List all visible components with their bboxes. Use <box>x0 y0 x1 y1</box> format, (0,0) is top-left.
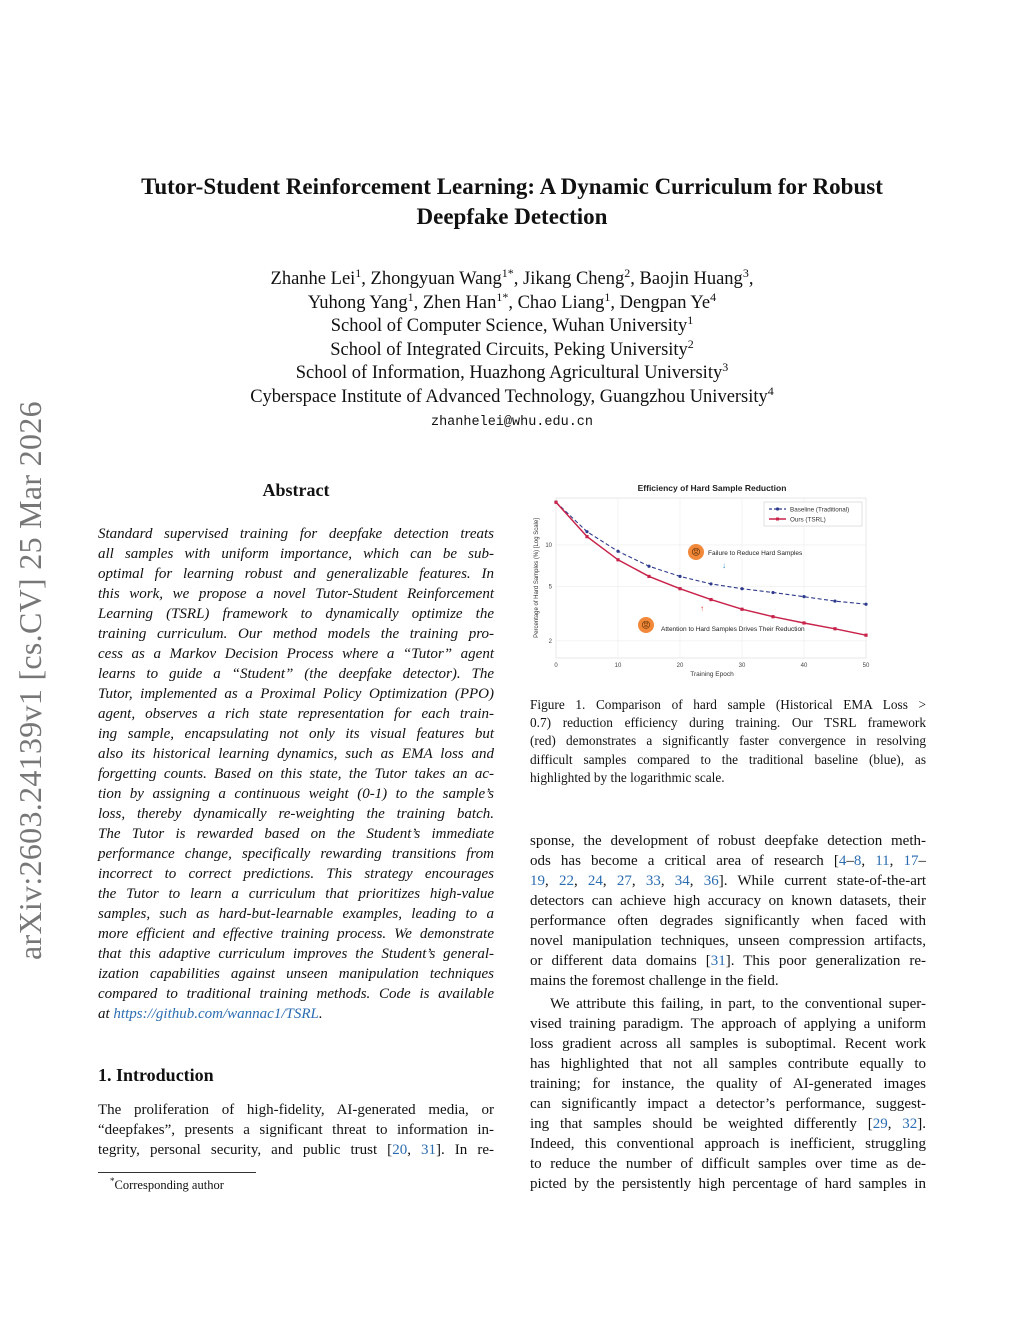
body-line: detectors can achieve high accuracy on known datasets, their <box>530 893 926 909</box>
body-line <box>530 851 926 871</box>
abstract-line: the Tutor to learn a curriculum that prioritizes high-value <box>98 886 494 902</box>
body-line: vised training paradigm. The approach of applying a uniform <box>530 1016 926 1032</box>
body-line <box>530 951 926 971</box>
title-line-2: Deepfake Detection <box>416 204 608 229</box>
affiliation <box>60 362 964 386</box>
data-point-baseline <box>709 582 712 585</box>
citation-link[interactable]: 29 <box>872 1116 888 1132</box>
data-point-ours <box>647 575 650 578</box>
footnote-marker: * <box>110 1176 115 1186</box>
abstract-line: samples, such as hard-but-learnable examples, leading to a <box>98 906 494 922</box>
abstract-line: more efficient and effective training process. We demonstrate <box>98 926 494 942</box>
intro-body <box>98 1100 494 1160</box>
caption-line: 0.7) reduction efficiency during training. Our TSRL framework <box>530 715 926 731</box>
body-line: We attribute this failing, in part, to the conventional super- <box>550 996 926 1012</box>
title-line-1: Tutor-Student Reinforcement Learning: A Dynamic Curriculum for Robust <box>141 174 883 199</box>
up-arrow-icon: ↑ <box>700 604 704 613</box>
caption-line: (red) demonstrates a significantly faster convergence in resolving <box>530 733 926 749</box>
data-point-ours <box>709 598 712 601</box>
author-sup: 3 <box>742 266 749 280</box>
data-point-baseline <box>864 603 867 606</box>
citation-link[interactable]: 31 <box>421 1142 436 1158</box>
arxiv-identifier: arXiv:2603.24139v1 [cs.CV] 25 Mar 2026 <box>12 401 48 960</box>
body-line: mains the foremost challenge in the field. <box>530 973 779 989</box>
author-name: Zhen Han <box>422 292 497 313</box>
citation-link[interactable]: 34 <box>674 873 690 889</box>
body-text: , <box>887 1116 903 1132</box>
footnote <box>110 1178 224 1193</box>
abstract-line: this work, we propose a novel Tutor-Student Reinforcement <box>98 586 494 602</box>
body-text: or different data domains [ <box>530 953 711 969</box>
body-line: performance often degrades significantly when faced with <box>530 913 926 929</box>
abstract-line: performance change, specifically rewarding transitions from <box>98 846 494 862</box>
body-text: ing that samples should be weighted differently [ <box>530 1116 873 1132</box>
figure-1-chart <box>528 476 872 682</box>
x-tick-label: 30 <box>738 663 746 669</box>
author-email[interactable]: zhanhelei@whu.edu.cn <box>430 415 594 430</box>
author-name: Baojin Huang <box>639 269 743 289</box>
y-tick-label: 5 <box>548 584 552 591</box>
author-line-1: Zhanhe Lei$^1$, Zhongyuan Wang$^{1*}$, Jikang Cheng$^2$, Baojin Huang$^3$, <box>270 266 754 289</box>
data-point-ours <box>740 608 743 611</box>
abstract-line: ing sample, encapsulating not only its visual features but <box>98 726 494 742</box>
author-sup: 1* <box>496 289 509 304</box>
abstract-line: all samples with uniform importance, which can be sub- <box>98 546 494 562</box>
author-block <box>60 268 964 410</box>
chart-title: Efficiency of Hard Sample Reduction <box>637 483 787 493</box>
angry-face-emoji: 😡 <box>691 547 701 557</box>
intro-text: tegrity, personal security, and public trust [ <box>98 1142 393 1158</box>
data-point-ours <box>616 558 619 561</box>
legend-label-baseline: Baseline (Traditional) <box>790 506 850 514</box>
down-arrow-icon: ↓ <box>722 561 726 570</box>
intro-right-column <box>530 831 926 1194</box>
abstract-heading: Abstract <box>262 480 330 500</box>
body-text: , <box>861 853 876 869</box>
body-text: ]. While current state-of-the-art <box>718 873 927 889</box>
affiliation-sup: 1 <box>687 313 694 328</box>
affiliation <box>60 383 964 410</box>
affiliation-sup: 3 <box>722 360 729 375</box>
affiliation-name: School of Computer Science, Wuhan University <box>330 316 688 337</box>
x-tick-label: 50 <box>862 663 870 669</box>
abstract-line: forgetting counts. Based on this state, the Tutor takes an ac- <box>98 766 494 782</box>
affiliation-name: School of Integrated Circuits, Peking University <box>330 339 688 360</box>
figure-caption <box>530 696 926 787</box>
author-name: Chao Liang <box>517 292 605 313</box>
footnote-text: Corresponding author <box>114 1178 224 1192</box>
data-point-baseline <box>647 565 650 568</box>
y-tick-label: 2 <box>548 638 552 645</box>
data-point-ours <box>771 615 774 618</box>
citation-link[interactable]: 33 <box>645 873 661 889</box>
body-text: , <box>602 873 617 889</box>
body-line: Indeed, this conventional approach is inefficient, struggling <box>530 1136 926 1152</box>
citation-link[interactable]: 4 <box>838 853 847 869</box>
abstract-line: Tutor, implemented as a Proximal Policy Optimization (PPO) <box>98 686 494 702</box>
body-line <box>530 871 926 891</box>
author-name: Zhanhe Lei <box>270 269 356 289</box>
x-tick-label: 40 <box>800 663 808 669</box>
caption-line: difficult samples compared to the traditional baseline (blue), as <box>530 751 926 767</box>
data-point-baseline <box>802 595 805 598</box>
author-sup: 2 <box>624 266 631 280</box>
data-point-baseline <box>678 575 681 578</box>
data-point-ours <box>585 535 588 538</box>
body-line: to reduce the number of difficult samples over time as de- <box>530 1156 926 1172</box>
abstract-line: incorrect to correct predictions. This strategy encourages <box>98 866 494 882</box>
x-axis-label: Training Epoch <box>690 671 734 678</box>
body-text: ods has become a critical area of research [ <box>530 853 839 869</box>
data-point-ours <box>678 587 681 590</box>
citation-link[interactable]: 32 <box>902 1116 918 1132</box>
affiliation <box>60 315 964 339</box>
affiliation-sup: 2 <box>687 336 694 351</box>
affiliation <box>60 336 964 363</box>
intro-line <box>98 1140 494 1160</box>
body-line: novel manipulation techniques, unseen compression artifacts, <box>530 933 926 949</box>
intro-text: ]. In re- <box>436 1142 495 1158</box>
body-text: – <box>846 853 854 869</box>
data-point-baseline <box>740 587 743 590</box>
author-line-2: Yuhong Yang$^1$, Zhen Han$^{1*}$, Chao Liang$^1$, Dengpan Ye$^4$ <box>307 289 717 313</box>
abstract-line: loss, thereby dynamically re-weighting the training batch. <box>98 806 494 822</box>
abstract-line: The Tutor is rewarded based on the Student’s immediate <box>98 826 494 842</box>
code-link[interactable]: https://github.com/wannac1/TSRL <box>113 1006 319 1022</box>
angry-face-emoji: 😡 <box>641 620 651 630</box>
intro-text: , <box>407 1142 421 1158</box>
abstract-line: agent, observes a rich state representation for each train- <box>98 706 494 722</box>
affiliation-sup: 4 <box>767 383 774 398</box>
data-point-ours <box>864 634 867 637</box>
abstract-line: Standard supervised training for deepfake detection treats <box>98 526 494 542</box>
author-sup: 1 <box>355 266 362 280</box>
annotation-text: Attention to Hard Samples Drives Their Reduction <box>661 626 805 633</box>
annotation-text: Failure to Reduce Hard Samples <box>708 550 803 557</box>
author-name: Jikang Cheng <box>523 269 625 289</box>
body-text: , <box>631 873 646 889</box>
abstract-line: that this adaptive curriculum improves the Student’s general- <box>98 946 494 962</box>
caption-line: Figure 1. Comparison of hard sample (Historical EMA Loss > <box>530 697 926 712</box>
abstract-line: learns to guide a “Student” (the deepfake detector). The <box>98 666 494 682</box>
abstract-line: also its historical learning dynamics, such as EMA loss and <box>98 746 494 762</box>
caption-line: highlighted by the logarithmic scale. <box>530 769 725 785</box>
body-line <box>530 1114 926 1134</box>
author-name: Yuhong Yang <box>307 292 408 313</box>
citation-link[interactable]: 8 <box>853 853 862 869</box>
abstract-line-last <box>98 1004 494 1024</box>
body-text: ]. <box>917 1116 926 1132</box>
body-line: picted by the persistently high percentage of hard samples in <box>530 1176 926 1192</box>
abstract-line: compared to traditional training methods. Code is available <box>98 986 494 1002</box>
body-text: , <box>545 873 559 889</box>
abstract-line: tion by assigning a continuous weight (0-1) to the sample’s <box>98 786 494 802</box>
abstract-line: ization capabilities against unseen manipulation techniques <box>98 966 494 982</box>
author-name: Zhongyuan Wang <box>370 269 502 289</box>
body-line: loss gradient across all samples is suboptimal. Recent work <box>530 1036 926 1052</box>
citation-link[interactable]: 20 <box>392 1142 408 1158</box>
intro-line: “deepfakes”, presents a significant threat to information in- <box>98 1122 494 1138</box>
abstract-body <box>98 524 494 1024</box>
body-text: , <box>689 873 704 889</box>
x-tick-label: 0 <box>554 663 558 669</box>
data-point-ours <box>802 621 805 624</box>
legend-label-ours: Ours (TSRL) <box>790 516 826 524</box>
author-sup: 1* <box>501 266 514 280</box>
abstract-text: at <box>98 1006 114 1022</box>
intro-line: The proliferation of high-fidelity, AI-generated media, or <box>98 1102 494 1118</box>
abstract-text: . <box>318 1006 323 1022</box>
citation-link[interactable]: 22 <box>558 873 574 889</box>
body-line: training; for instance, the quality of AI-generated images <box>530 1076 926 1092</box>
abstract-line: optimal for learning robust and generalizable features. In <box>98 566 494 582</box>
body-text: , <box>660 873 675 889</box>
data-point-baseline <box>616 550 619 553</box>
author-sup: 1 <box>604 289 611 304</box>
author-sup: 1 <box>407 289 414 304</box>
author-sup: 4 <box>710 289 717 304</box>
body-line: has highlighted that not all samples contribute equally to <box>530 1056 926 1072</box>
body-line: can significantly impact a detector’s performance, suggest- <box>530 1096 926 1112</box>
citation-link[interactable]: 31 <box>710 953 726 969</box>
citation-link[interactable]: 19 <box>530 873 545 889</box>
abstract-line: training curriculum. Our method models the training pro- <box>98 626 494 642</box>
y-axis-label: Percentage of Hard Samples (%) [Log Scale] <box>534 518 540 638</box>
data-point-baseline <box>771 591 774 594</box>
body-text: , <box>573 873 588 889</box>
data-point-baseline <box>585 530 588 533</box>
citation-link[interactable]: 24 <box>587 873 603 889</box>
citation-link[interactable]: 27 <box>616 873 632 889</box>
citation-link[interactable]: 11 <box>875 853 890 869</box>
legend-marker-baseline <box>776 507 779 510</box>
body-text: – <box>918 853 927 869</box>
y-tick-label: 10 <box>545 542 552 549</box>
affiliation-name: School of Information, Huazhong Agricultural University <box>295 363 723 384</box>
chart-legend <box>764 502 862 526</box>
author-name: Dengpan Ye <box>619 292 711 313</box>
footnote-rule <box>98 1172 256 1173</box>
citation-link[interactable]: 36 <box>703 873 719 889</box>
citation-link[interactable]: 17 <box>903 853 919 869</box>
affiliation-name: Cyberspace Institute of Advanced Technology, Guangzhou University <box>250 386 768 407</box>
data-point-baseline <box>833 599 836 602</box>
data-point-ours <box>554 501 557 504</box>
legend-marker-ours <box>776 518 779 521</box>
body-line: sponse, the development of robust deepfake detection meth- <box>530 833 926 849</box>
x-tick-label: 10 <box>614 663 622 669</box>
body-text: ]. This poor generalization re- <box>725 953 926 969</box>
intro-heading: 1. Introduction <box>98 1065 214 1085</box>
body-text: , <box>889 853 904 869</box>
x-tick-label: 20 <box>676 663 684 669</box>
data-point-ours <box>833 627 836 630</box>
abstract-line: Learning (TSRL) framework to dynamically optimize the <box>98 606 494 622</box>
paper-title <box>60 172 964 232</box>
abstract-line: cess as a Markov Decision Process where a “Tutor” agent <box>98 646 494 662</box>
